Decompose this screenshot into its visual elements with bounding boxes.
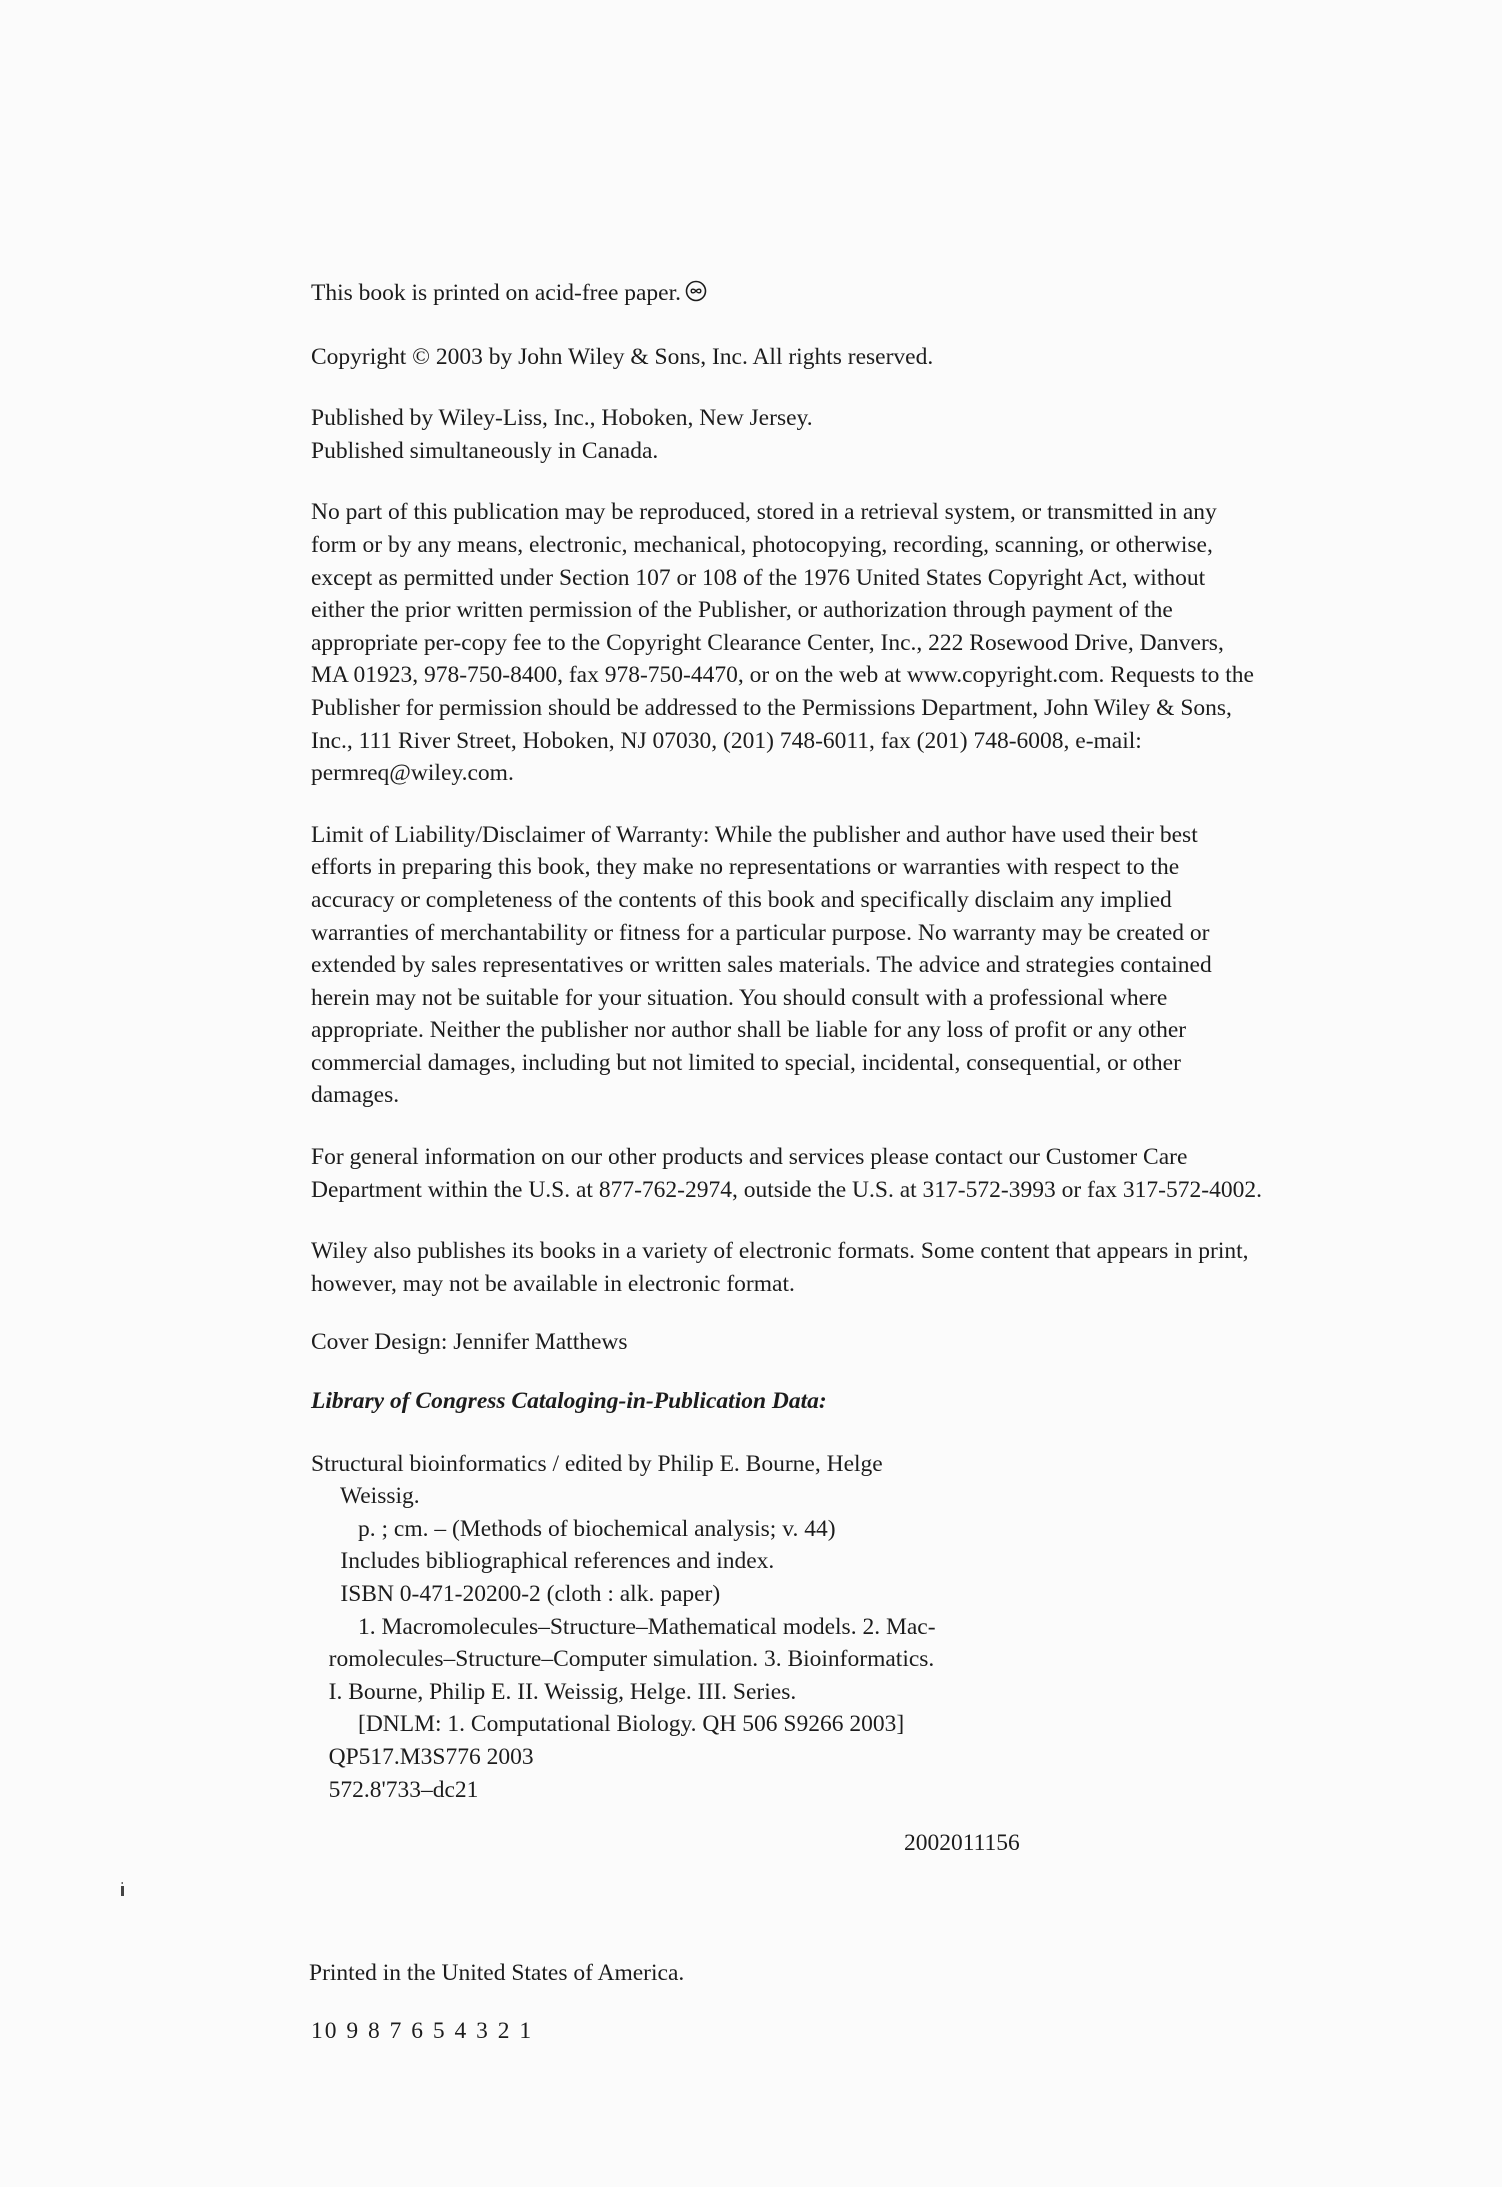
cip-record: Structural bioinformatics / edited by Philip E. Bourne, Helge Weissig. p. ; cm. – (Methods of biochemical analysis; v. 44) Includes bibliographical references and index. ISBN 0-471-20200-2 (cloth : alk. paper) 1. Macromolecules–Structure–Mathematical models. 2. Mac- romolecules–Structure–Computer simulation. 3. Bioinformatics. I. Bourne, Philip E. II. Weissig, Helge. III. Series. [DNLM: 1. Computational Biology. QH 506 S9266 2003] QP517.M3S776 2003 572.8'733–dc21 — [311, 1450, 936, 1803]
cip-control-number: 2002011156 — [904, 1830, 1020, 1856]
acid-free-notice: This book is printed on acid-free paper. — [311, 277, 1451, 312]
electronic-formats-note: Wiley also publishes its books in a variety of electronic formats. Some content that appears in print, however, may not be available in electronic format. — [311, 1238, 1249, 1297]
liability-disclaimer: Limit of Liability/Disclaimer of Warranty: While the publisher and author have used their best efforts in preparing this book, they make no representations or warranties with respect to the accuracy or completeness of the contents of this book and specifically disclaim any implied warranties of merchantability or fitness for a particular purpose. No warranty may be created or extended by sales representatives or written sales materials. The advice and strategies contained herein may not be suitable for your situation. You should consult with a professional where appropriate. Neither the publisher nor author shall be liable for any loss of profit or any other commercial damages, including but not limited to special, incidental, consequential, or other damages. — [311, 821, 1212, 1109]
cip-heading: Library of Congress Cataloging-in-Publication Data: — [311, 1388, 827, 1415]
cover-design-credit: Cover Design: Jennifer Matthews — [311, 1329, 628, 1356]
printed-in-notice: Printed in the United States of America. — [309, 1960, 685, 1986]
copyright-page-body — [311, 277, 1451, 1806]
publisher-info: Published by Wiley-Liss, Inc., Hoboken, New Jersey. Published simultaneously in Canada. — [311, 405, 813, 464]
general-information: For general information on our other products and services please contact our Customer Care Department within the U.S. at 877-762-2974, outside the U.S. at 317-572-3993 or fax 317-572-4002. — [311, 1144, 1262, 1203]
printer-key-line: 10 9 8 7 6 5 4 3 2 1 — [311, 2018, 534, 2044]
infinity-circle-icon — [685, 279, 707, 312]
permissions-paragraph: No part of this publication may be reproduced, stored in a retrieval system, or transmitted in any form or by any means, electronic, mechanical, photocopying, recording, scanning, or otherwise, except as permitted under Section 107 or 108 of the 1976 United States Copyright Act, without either the prior written permission of the Publisher, or authorization through payment of the appropriate per-copy fee to the Copyright Clearance Center, Inc., 222 Rosewood Drive, Danvers, MA 01923, 978-750-8400, fax 978-750-4470, or on the web at www.copyright.com. Requests to the Publisher for permission should be addressed to the Permissions Department, John Wiley & Sons, Inc., 111 River Street, Hoboken, NJ 07030, (201) 748-6011, fax (201) 748-6008, e-mail: permreq@wiley.com. — [311, 499, 1254, 787]
copyright-statement: Copyright © 2003 by John Wiley & Sons, Inc. All rights reserved. — [311, 343, 934, 370]
scan-speck — [120, 1882, 126, 1896]
